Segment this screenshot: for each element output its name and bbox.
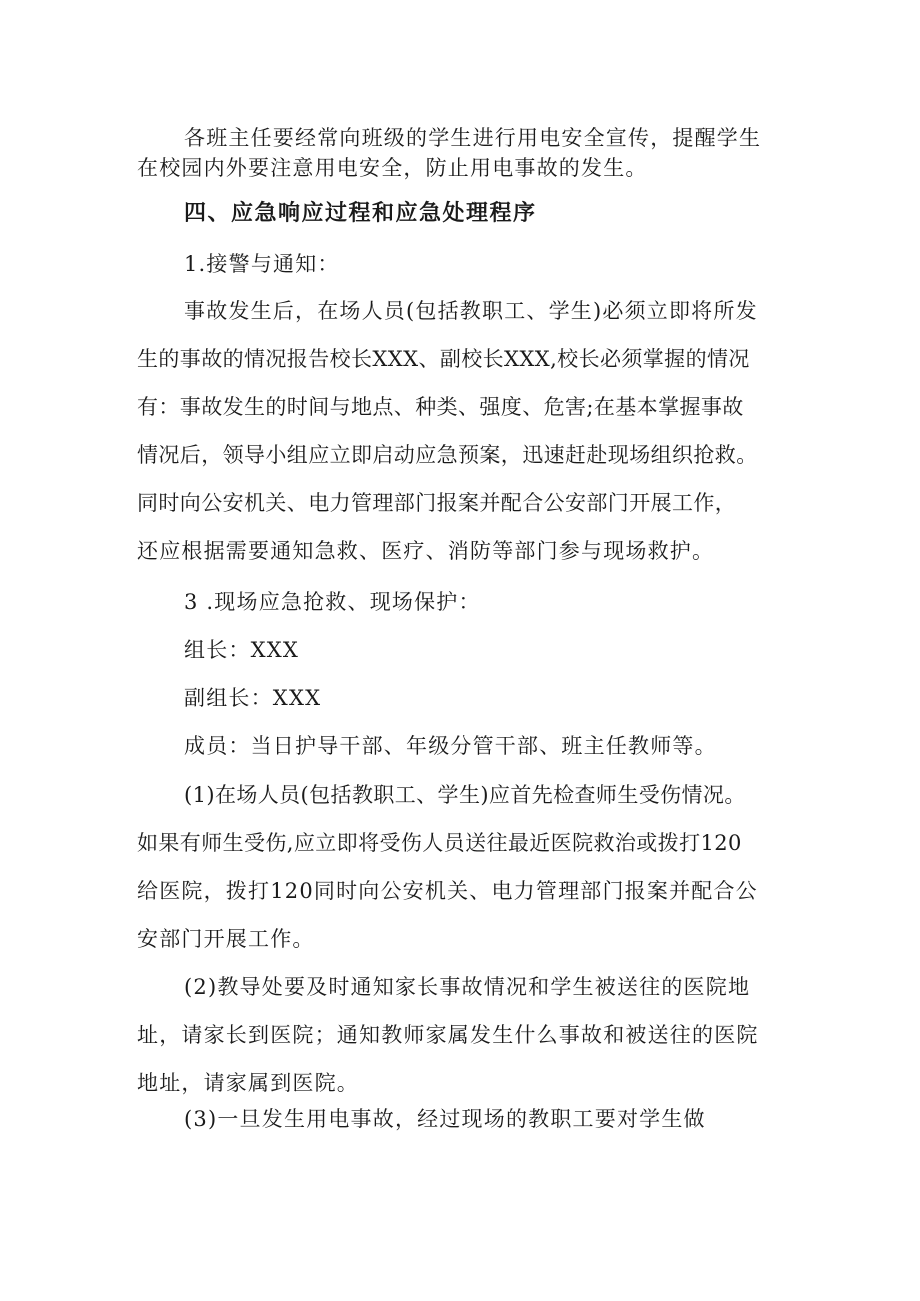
subheading-onsite-rescue: 3 .现场应急抢救、现场保护：: [184, 590, 481, 614]
paragraph-line-9: 同时向公安机关、电力管理部门报案并配合公安部门开展工作，: [137, 491, 737, 515]
paragraph-line-8: 情况后，领导小组应立即启动应急预案，迅速赶赴现场组织抢救。: [137, 443, 758, 467]
paragraph-line-7: 有：事故发生的时间与地点、种类、强度、危害;在基本掌握事故: [137, 395, 744, 419]
item-2-line-3: 地址，请家属到医院。: [137, 1071, 359, 1095]
paragraph-line-2: 在校园内外要注意用电安全，防止用电事故的发生。: [137, 156, 648, 180]
paragraph-line-10: 还应根据需要通知急救、医疗、消防等部门参与现场救护。: [137, 539, 715, 563]
item-1-line-3: 给医院，拨打120同时向公安机关、电力管理部门报案并配合公: [137, 879, 758, 903]
paragraph-line-6: 生的事故的情况报告校长XXX、副校长XXX,校长必须掌握的情况: [137, 347, 750, 371]
item-1-line-4: 安部门开展工作。: [137, 927, 315, 951]
subheading-receive-alarm: 1.接警与通知：: [184, 252, 340, 276]
members-line: 成员：当日护导干部、年级分管干部、班主任教师等。: [184, 734, 717, 758]
deputy-leader-line: 副组长：XXX: [184, 686, 322, 710]
section-heading: 四、应急响应过程和应急处理程序: [184, 201, 537, 226]
item-1-line-2: 如果有师生受伤,应立即将受伤人员送往最近医院救治或拨打120: [137, 831, 742, 855]
item-3-line-1: (3)一旦发生用电事故，经过现场的教职工要对学生做: [184, 1107, 706, 1131]
item-1-line-1: (1)在场人员(包括教职工、学生)应首先检查师生受伤情况。: [184, 783, 746, 807]
paragraph-line-5: 事故发生后，在场人员(包括教职工、学生)必须立即将所发: [184, 299, 758, 323]
item-2-line-2: 址，请家长到医院；通知教师家属发生什么事故和被送往的医院: [137, 1023, 759, 1047]
paragraph-line-1: 各班主任要经常向班级的学生进行用电安全宣传，提醒学生: [184, 126, 762, 150]
group-leader-line: 组长：XXX: [184, 638, 300, 662]
item-2-line-1: (2)教导处要及时通知家长事故情况和学生被送往的医院地: [184, 975, 751, 999]
